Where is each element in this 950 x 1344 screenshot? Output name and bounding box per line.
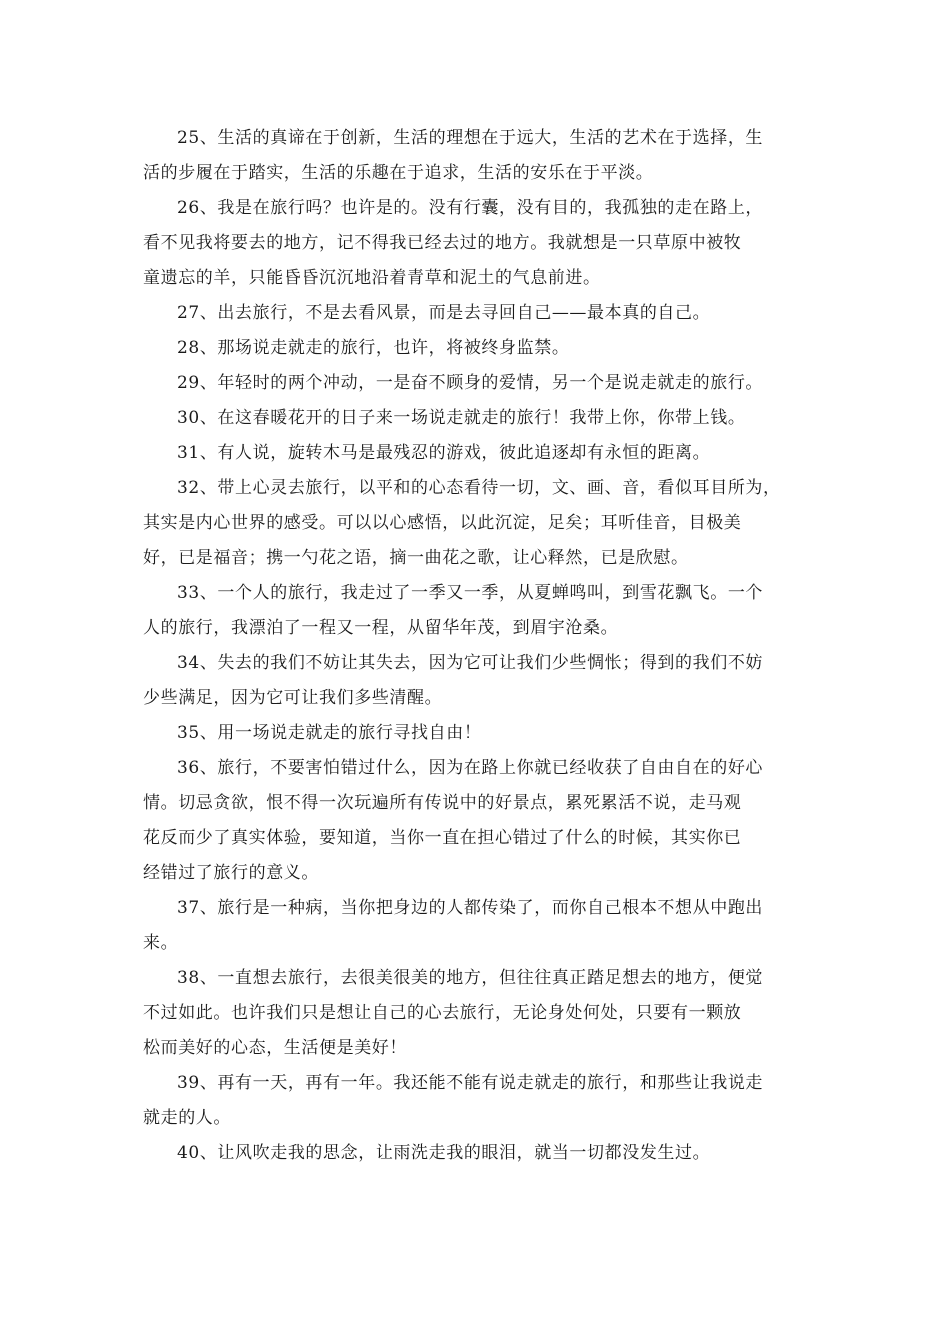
paragraph (143, 436, 813, 471)
text-line: 38、一直想去旅行，去很美很美的地方，但往往真正踏足想去的地方，便觉 (177, 968, 764, 988)
paragraph (143, 1136, 813, 1171)
text-line: 来。 (143, 933, 179, 953)
paragraph (143, 401, 813, 436)
text-line: 情。切忌贪欲，恨不得一次玩遍所有传说中的好景点，累死累活不说，走马观 (143, 793, 742, 813)
text-line: 看不见我将要去的地方，记不得我已经去过的地方。我就想是一只草原中被牧 (143, 233, 742, 253)
text-line: 39、再有一天，再有一年。我还能不能有说走就走的旅行，和那些让我说走 (177, 1073, 764, 1093)
paragraph (143, 471, 813, 576)
paragraph (143, 646, 813, 716)
text-line: 32、带上心灵去旅行，以平和的心态看待一切，文、画、音，看似耳目所为， (177, 478, 781, 498)
paragraph (143, 751, 813, 891)
paragraph (143, 121, 813, 191)
paragraph (143, 961, 813, 1066)
paragraph (143, 891, 813, 961)
text-line: 好，已是福音；携一勺花之语，摘一曲花之歌，让心释然，已是欣慰。 (143, 548, 689, 568)
text-line: 31、有人说，旋转木马是最残忍的游戏，彼此追逐却有永恒的距离。 (177, 443, 711, 463)
paragraph (143, 191, 813, 296)
text-line: 童遗忘的羊，只能昏昏沉沉地沿着青草和泥土的气息前进。 (143, 268, 601, 288)
text-line: 30、在这春暖花开的日子来一场说走就走的旅行！我带上你，你带上钱。 (177, 408, 746, 428)
text-line: 28、那场说走就走的旅行，也许，将被终身监禁。 (177, 338, 570, 358)
paragraph (143, 1066, 813, 1136)
text-line: 34、失去的我们不妨让其失去，因为它可让我们少些惆怅；得到的我们不妨 (177, 653, 764, 673)
text-line: 33、一个人的旅行，我走过了一季又一季，从夏蝉鸣叫，到雪花飘飞。一个 (177, 583, 764, 603)
text-line: 少些满足，因为它可让我们多些清醒。 (143, 688, 443, 708)
text-line: 活的步履在于踏实，生活的乐趣在于追求，生活的安乐在于平淡。 (143, 163, 654, 183)
text-line: 其实是内心世界的感受。可以以心感悟，以此沉淀，足矣；耳听佳音，目极美 (143, 513, 742, 533)
text-line: 36、旅行，不要害怕错过什么，因为在路上你就已经收获了自由自在的好心 (177, 758, 764, 778)
text-line: 40、让风吹走我的思念，让雨洗走我的眼泪，就当一切都没发生过。 (177, 1143, 711, 1163)
text-line: 人的旅行，我漂泊了一程又一程，从留华年茂，到眉宇沧桑。 (143, 618, 619, 638)
paragraph (143, 366, 813, 401)
paragraph (143, 576, 813, 646)
paragraph (143, 331, 813, 366)
text-line: 就走的人。 (143, 1108, 231, 1128)
paragraph (143, 296, 813, 331)
text-line: 花反而少了真实体验，要知道，当你一直在担心错过了什么的时候，其实你已 (143, 828, 742, 848)
text-line: 29、年轻时的两个冲动，一是奋不顾身的爱情，另一个是说走就走的旅行。 (177, 373, 764, 393)
text-line: 经错过了旅行的意义。 (143, 863, 319, 883)
text-line: 不过如此。也许我们只是想让自己的心去旅行，无论身处何处，只要有一颗放 (143, 1003, 742, 1023)
text-line: 松而美好的心态，生活便是美好！ (143, 1038, 407, 1058)
text-line: 25、生活的真谛在于创新，生活的理想在于远大，生活的艺术在于选择，生 (177, 128, 764, 148)
text-line: 26、我是在旅行吗？也许是的。没有行囊，没有目的，我孤独的走在路上， (177, 198, 764, 218)
paragraph (143, 716, 813, 751)
text-line: 35、用一场说走就走的旅行寻找自由！ (177, 723, 482, 743)
text-line: 27、出去旅行，不是去看风景，而是去寻回自己——最本真的自己。 (177, 303, 711, 323)
text-line: 37、旅行是一种病，当你把身边的人都传染了，而你自己根本不想从中跑出 (177, 898, 764, 918)
document-body (143, 121, 813, 1171)
